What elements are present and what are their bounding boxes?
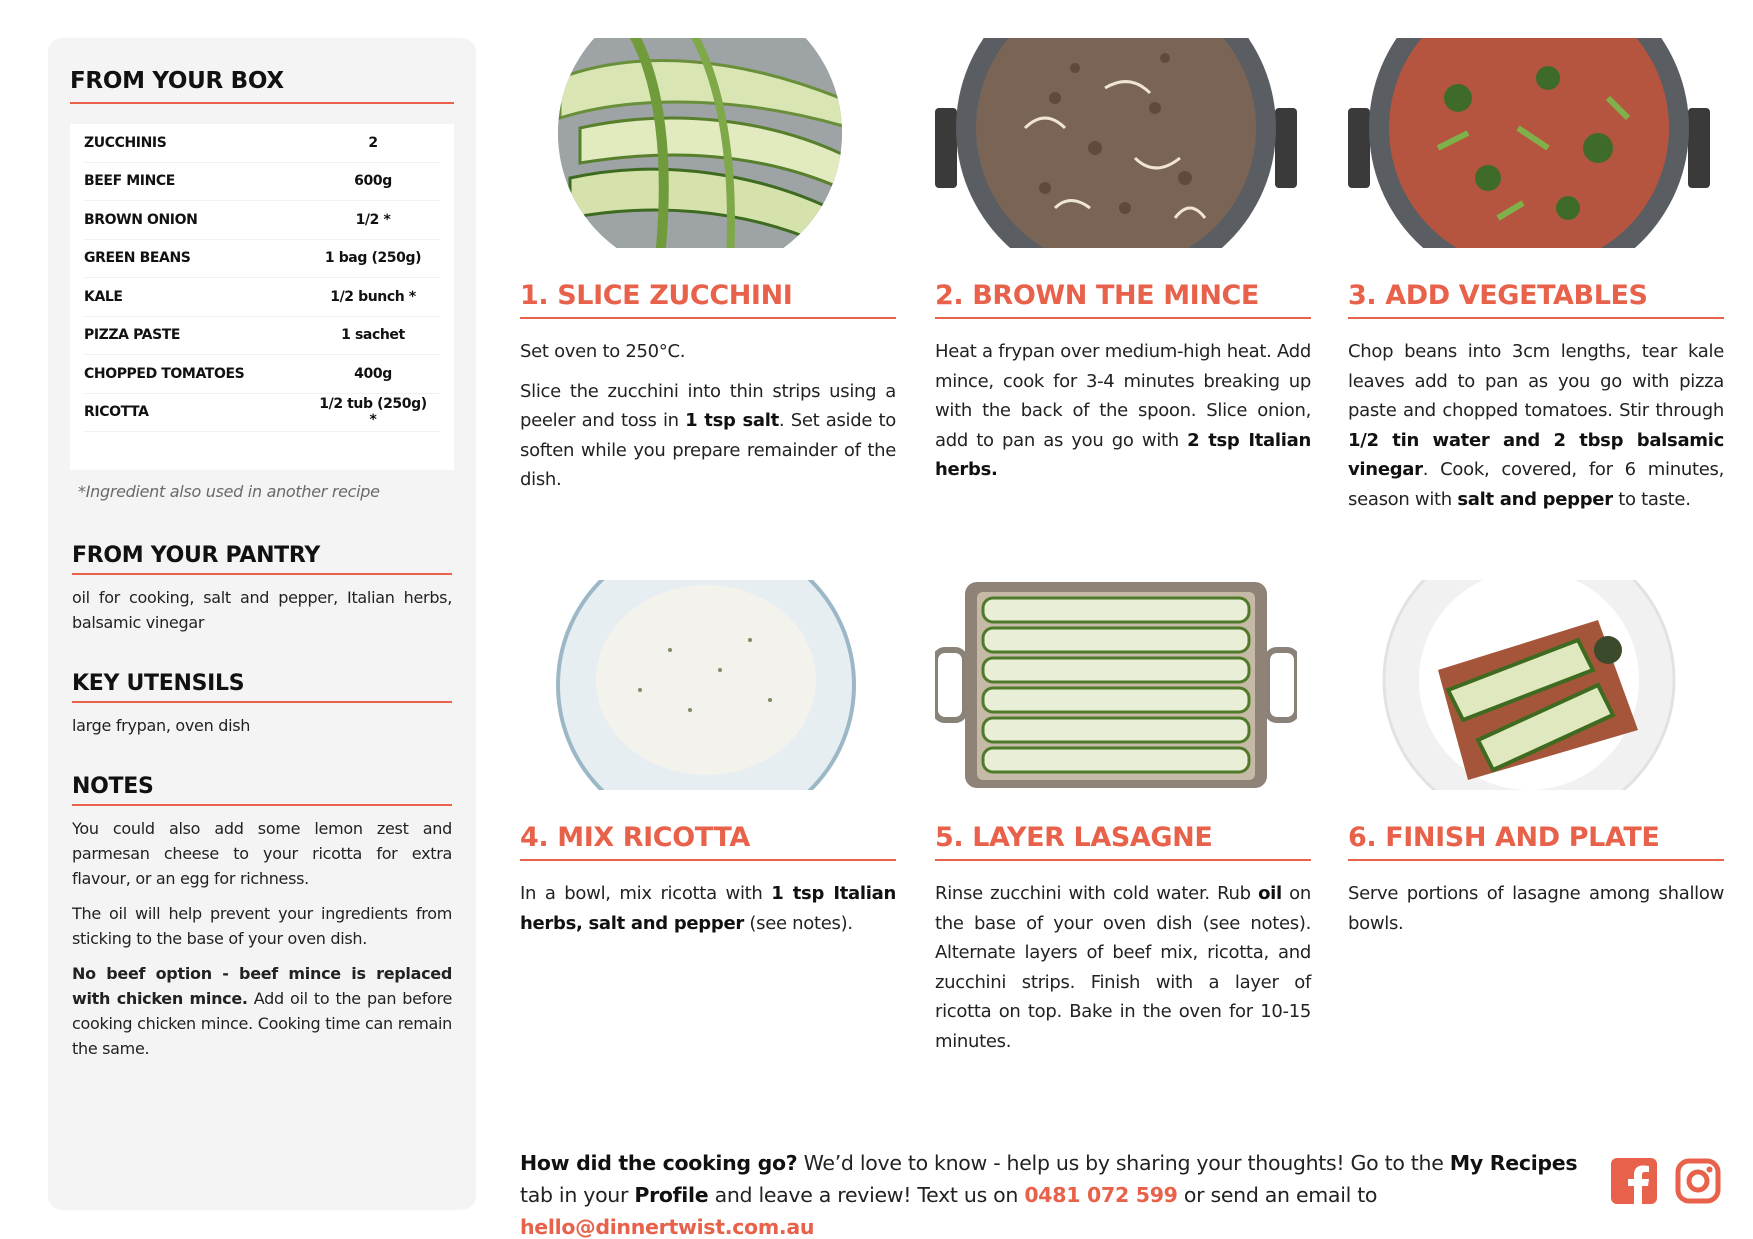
ingredient-qty: 600g xyxy=(354,173,392,190)
ingredients-table xyxy=(70,124,454,470)
step-2-text-a: Heat a frypan over medium-high heat. Add mince, cook for 3-4 minutes breaking up with the back of the spoon. Slice onion, add to pan as you go with xyxy=(935,341,1311,451)
ingredient-row xyxy=(84,278,440,317)
step-2-photo xyxy=(935,38,1297,248)
ingredient-name: KALE xyxy=(84,288,123,305)
feedback-footer xyxy=(520,1147,1590,1239)
note-3 xyxy=(72,961,452,1061)
step-5-photo xyxy=(935,580,1297,790)
notes-title: NOTES xyxy=(72,774,452,806)
step-5-text xyxy=(935,879,1311,1056)
step-1-title: 1. SLICE ZUCCHINI xyxy=(520,280,896,319)
step-5-bold: oil xyxy=(1258,883,1282,904)
profile-link[interactable]: Profile xyxy=(634,1183,709,1207)
instagram-icon[interactable] xyxy=(1675,1158,1721,1208)
ingredient-row xyxy=(84,163,440,202)
step-1-text-1: Set oven to 250°C. xyxy=(520,341,686,362)
pantry-section xyxy=(70,543,454,635)
step-3-body xyxy=(1348,337,1724,524)
utensils-section xyxy=(70,671,454,738)
step-2-body xyxy=(935,337,1311,495)
step-3-bold: 1/2 tin water and 2 tbsp balsamic vinegar xyxy=(1348,429,1724,480)
ingredient-row xyxy=(84,201,440,240)
step-4-title: 4. MIX RICOTTA xyxy=(520,822,896,861)
step-6-photo xyxy=(1348,580,1710,790)
step-4-body xyxy=(520,879,896,948)
step-3-title: 3. ADD VEGETABLES xyxy=(1348,280,1724,319)
step-2-text xyxy=(935,337,1311,485)
step-4-photo xyxy=(520,580,882,790)
step-4-bold: 1 tsp Italian herbs, salt and pepper xyxy=(520,883,896,934)
ingredient-name: GREEN BEANS xyxy=(84,250,191,267)
ingredient-name: CHOPPED TOMATOES xyxy=(84,365,245,382)
ingredient-row xyxy=(84,317,440,356)
note-3-text: Add oil to the pan before cooking chicken mince. Cooking time can remain the same. xyxy=(72,989,452,1058)
ingredient-qty: 1/2 tub (250g) * xyxy=(319,396,427,429)
ingredient-name: PIZZA PASTE xyxy=(84,327,181,344)
ingredient-name: BEEF MINCE xyxy=(84,173,175,190)
step-1-body xyxy=(520,337,896,505)
footer-text: tab in your xyxy=(520,1183,635,1207)
utensils-text: large frypan, oven dish xyxy=(72,716,251,735)
note-1: You could also add some lemon zest and parmesan cheese to your ricotta for extra flavour, or an egg for richness. xyxy=(72,819,452,888)
step-4-text-c: (see notes). xyxy=(743,912,853,934)
ingredient-row xyxy=(84,355,440,394)
facebook-icon[interactable] xyxy=(1611,1158,1657,1208)
ingredient-name: RICOTTA xyxy=(84,404,149,421)
step-2-title: 2. BROWN THE MINCE xyxy=(935,280,1311,319)
ingredient-name: ZUCCHINIS xyxy=(84,134,167,151)
step-5-text-a: Rinse zucchini with cold water. Rub xyxy=(935,883,1259,904)
step-3-photo xyxy=(1348,38,1710,248)
box-title: FROM YOUR BOX xyxy=(70,68,454,104)
step-4-text xyxy=(520,879,896,938)
table-spacer xyxy=(84,432,440,470)
step-1-bold: 1 tsp salt xyxy=(685,410,779,431)
step-6-body xyxy=(1348,879,1724,948)
ingredient-qty: 1/2 * xyxy=(355,211,391,228)
ingredient-qty: 2 xyxy=(368,134,378,151)
step-3-text xyxy=(1348,337,1724,514)
note-2: The oil will help prevent your ingredients from sticking to the base of your oven dish. xyxy=(72,904,452,948)
ingredient-name: BROWN ONION xyxy=(84,211,198,228)
note-3-bold: No beef option - beef mince is replaced with chicken mince. xyxy=(72,964,452,1008)
step-3-bold-2: salt and pepper xyxy=(1457,488,1613,510)
ingredient-qty: 1 sachet xyxy=(341,327,405,344)
ingredient-row xyxy=(84,394,440,433)
step-1-text: . Set aside to soften while you prepare remainder of the dish. xyxy=(520,410,896,490)
step-1-photo xyxy=(520,38,882,248)
ingredient-row xyxy=(84,124,440,163)
ingredient-qty: 400g xyxy=(354,365,392,382)
email-link[interactable]: hello@dinnertwist.com.au xyxy=(520,1215,815,1239)
footer-text: and leave a review! Text us on xyxy=(708,1183,1025,1207)
step-6-text: Serve portions of lasagne among shallow bowls. xyxy=(1348,883,1724,934)
notes-section xyxy=(70,774,454,1061)
step-1-text-2 xyxy=(520,377,896,495)
ingredient-qty: 1/2 bunch * xyxy=(330,288,416,305)
step-4-text-a: In a bowl, mix ricotta with xyxy=(520,883,772,904)
step-1-text: Slice the zucchini into thin strips using a peeler and toss in xyxy=(520,380,896,431)
footer-text: or send an email to xyxy=(1177,1183,1378,1207)
my-recipes-link[interactable]: My Recipes xyxy=(1449,1151,1578,1175)
pantry-title: FROM YOUR PANTRY xyxy=(72,543,452,575)
footnote: *Ingredient also used in another recipe xyxy=(78,482,380,501)
step-5-body xyxy=(935,879,1311,1066)
phone-link[interactable]: 0481 072 599 xyxy=(1024,1183,1178,1207)
footer-question: How did the cooking go? xyxy=(520,1151,798,1175)
step-3-text-e: to taste. xyxy=(1612,488,1691,510)
step-5-text-c: on the base of your oven dish (see notes). Alternate layers of beef mix, ricotta, and zucchini strips. Finish with a layer of ricotta on top. Bake in the oven for 10-15 minutes. xyxy=(935,883,1311,1052)
step-6-title: 6. FINISH AND PLATE xyxy=(1348,822,1724,861)
ingredient-row xyxy=(84,240,440,279)
step-3-text-a: Chop beans into 3cm lengths, tear kale leaves add to pan as you go with pizza paste and chopped tomatoes. Stir through xyxy=(1348,341,1724,421)
ingredient-qty: 1 bag (250g) xyxy=(324,250,422,267)
step-3-text-c: . Cook, covered, for 6 minutes, season with xyxy=(1348,459,1724,510)
sidebar xyxy=(48,38,476,1210)
utensils-title: KEY UTENSILS xyxy=(72,671,452,703)
pantry-text: oil for cooking, salt and pepper, Italian herbs, balsamic vinegar xyxy=(72,588,452,632)
step-5-title: 5. LAYER LASAGNE xyxy=(935,822,1311,861)
footer-text: We’d love to know - help us by sharing your thoughts! Go to the xyxy=(797,1151,1450,1175)
step-2-bold: 2 tsp Italian herbs. xyxy=(935,429,1311,480)
